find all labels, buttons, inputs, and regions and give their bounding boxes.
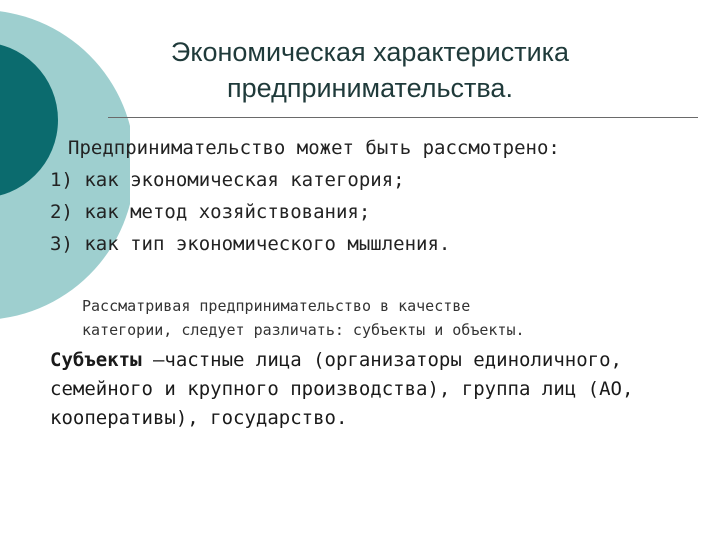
subjects-paragraph (50, 346, 710, 433)
list-item: 1) как экономическая категория; (50, 169, 405, 191)
slide-title (110, 34, 630, 106)
definition-list (50, 132, 710, 260)
note-paragraph (82, 294, 702, 342)
subjects-term: Субъекты (50, 349, 142, 371)
title-line-2: предпринимательства. (227, 73, 513, 103)
list-item: 2) как метод хозяйствования; (50, 201, 371, 223)
title-divider (108, 117, 698, 118)
note-line-1: Рассматривая предпринимательство в качестве (82, 297, 471, 315)
subjects-definition: –частные лица (организаторы единоличного, семейного и крупного производства), группа лиц (АО, кооперативы), государство. (50, 349, 634, 429)
list-item: 3) как тип экономического мышления. (50, 233, 451, 255)
list-intro: Предпринимательство может быть рассмотрено: (68, 137, 560, 159)
title-line-1: Экономическая характеристика (170, 37, 570, 67)
note-line-2: категории, следует различать: субъекты и объекты. (82, 321, 525, 339)
